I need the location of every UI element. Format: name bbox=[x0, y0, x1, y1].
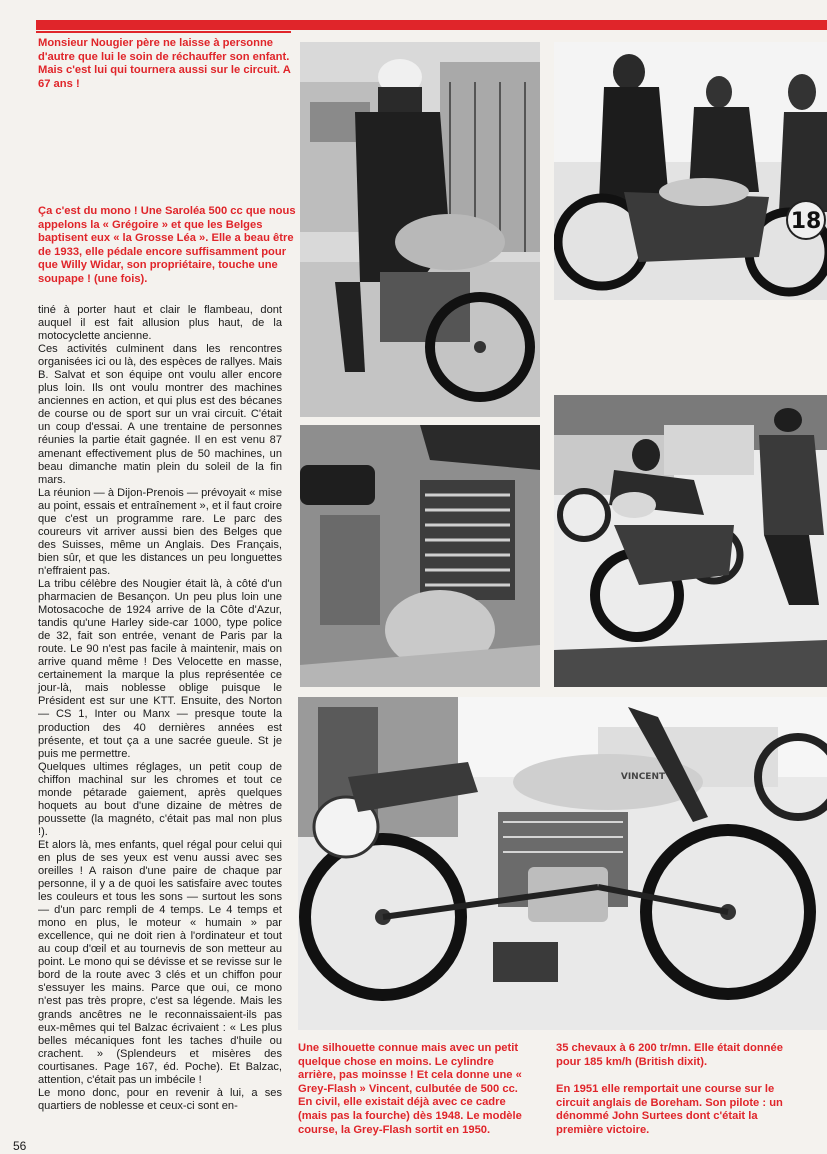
photo-vincent-grey-flash bbox=[298, 697, 827, 1030]
caption-specs: 35 chevaux à 6 200 tr/mn. Elle était donnée pour 185 km/h (British dixit). bbox=[556, 1042, 783, 1068]
header-red-rule bbox=[36, 31, 291, 33]
article-body bbox=[38, 304, 282, 1113]
caption-sarolea: Ça c'est du mono ! Une Saroléa 500 cc que nous appelons la « Grégoire » et que les Belges baptisent eux « la Grosse Léa ». Elle a beau être de 1933, elle pédale encore suffisamment pour que Willy Widar, son propriétaire, touche une soupape ! (une fois). bbox=[38, 205, 296, 285]
body-paragraph: tiné à porter haut et clair le flambeau, dont auquel il est fait allusion plus haut, de la motocyclette ancienne. bbox=[38, 304, 282, 343]
caption-history: En 1951 elle remportait une course sur le circuit anglais de Boreham. Son pilote : un dénommé John Surtees dont c'était la première victoire. bbox=[556, 1083, 783, 1136]
race-number-label: 18 bbox=[790, 209, 822, 234]
caption-nougier: Monsieur Nougier père ne laisse à personne d'autre que lui le soin de réchauffer son enfant. Mais c'est lui qui tournera aussi sur le circuit. A 67 ans ! bbox=[38, 37, 291, 90]
tank-brand-label: VINCENT bbox=[620, 772, 666, 782]
body-paragraph: La tribu célèbre des Nougier était là, à côté d'un pharmacien de Besançon. Un peu plus loin une Motosacoche de 1924 arrive de la Côte d'Azur, tandis qu'une Harley side-car 1000, type police de 32, fait son entrée, venant de Paris par la route. Le 90 n'est pas facile à maintenir, mais on arrive quand même ! Des Velocette en masse, certainement la marque la plus représentée ce jour-là, mais noblesse oblige puisque le Président est sur une KTT. Ensuite, des Norton — CS 1, Inter ou Manx — presque toute la production des 40 dernières années est présente, et tout ça a une sacrée gueule. St je puis me permettre. bbox=[38, 577, 282, 760]
body-paragraph: La réunion — à Dijon-Prenois — prévoyait « mise au point, essais et entraînement », et il faut croire que c'est un programme rare. Le parc des coureurs vit arriver aussi bien des Belges que des Suisses, même un Anglais. Des Français, bien sûr, et que les distances un peu longuettes n'effraient pas. bbox=[38, 486, 282, 577]
photo-riders-push-start bbox=[554, 395, 827, 687]
body-paragraph: Le mono donc, pour en revenir à lui, a ses quartiers de noblesse et ceux-ci sont en- bbox=[38, 1086, 282, 1112]
body-paragraph: Quelques ultimes réglages, un petit coup de chiffon machinal sur les chromes et tout ce monde pétarade gaiement, après quelques hoquets au bout d'une dizaine de mètres de poussette (la magnéto, c'était pas mal non plus !). bbox=[38, 760, 282, 838]
header-red-band bbox=[36, 20, 827, 30]
body-paragraph: Ces activités culminent dans les rencontres organisées ici ou là, des espèces de rallyes. Mais B. Salvat et son équipe ont voulu aller encore plus loin. Ils ont voulu montrer des machines anciennes en action, et qui plus est des bécanes de course ou de sport sur un vrai circuit. C'était un coup d'essai. A une trentaine de personnes réunies la partie était gagnée. Il en est venu 87 amenant effectivement plus de 50 machines, un beau dimanche matin plein du soleil de la fin mars. bbox=[38, 343, 282, 486]
caption-vincent: Une silhouette connue mais avec un petit quelque chose en moins. Le cylindre arrière, pas moinsse ! Et cela donne une « Grey-Flash » Vincent, culbutée de 500 cc. En civil, elle existait déjà avec ce cadre (mais pas la fourche) dès 1948. Le modèle course, la Grey-Flash sortit en 1950. bbox=[298, 1042, 522, 1136]
page-number: 56 bbox=[13, 1139, 27, 1153]
body-paragraph: Et alors là, mes enfants, quel régal pour celui qui en plus de ses yeux est venu aussi avec ses oreilles ! A raison d'une paire de chaque par personne, il y a de quoi les satisfaire avec toutes les couleurs et tous les sons — surtout les sons — d'un parc rempli de 4 temps. Le 4 temps et mono en plus, le moteur « humain » par excellence, qui ne doit rien à l'ordinateur et tout au coup d'œil et au tournevis de son metteur au point. Le mono qui se dévisse et se revisse sur le bord de la route avec 3 clés et un chiffon pour s'essuyer les mains. Parce que oui, ce mono n'est pas très propre, c'est sa légende. Mais les grands ancêtres ne le reconnaissaient-ils pas eux-mêmes qui tel Balzac écrivaient : « Les plus belles mécaniques font les taches d'huile ou crachent. » (Splendeurs et misères des courtisanes. Page 167, éd. Poche). Et Balzac, attention, c'était pas un imbécile ! bbox=[38, 838, 282, 1086]
caption-specs-history bbox=[556, 1042, 791, 1152]
photo-bike-number-18 bbox=[554, 42, 827, 300]
photo-sarolea-engine bbox=[300, 425, 540, 687]
photo-rider-warming-bike bbox=[300, 42, 540, 417]
